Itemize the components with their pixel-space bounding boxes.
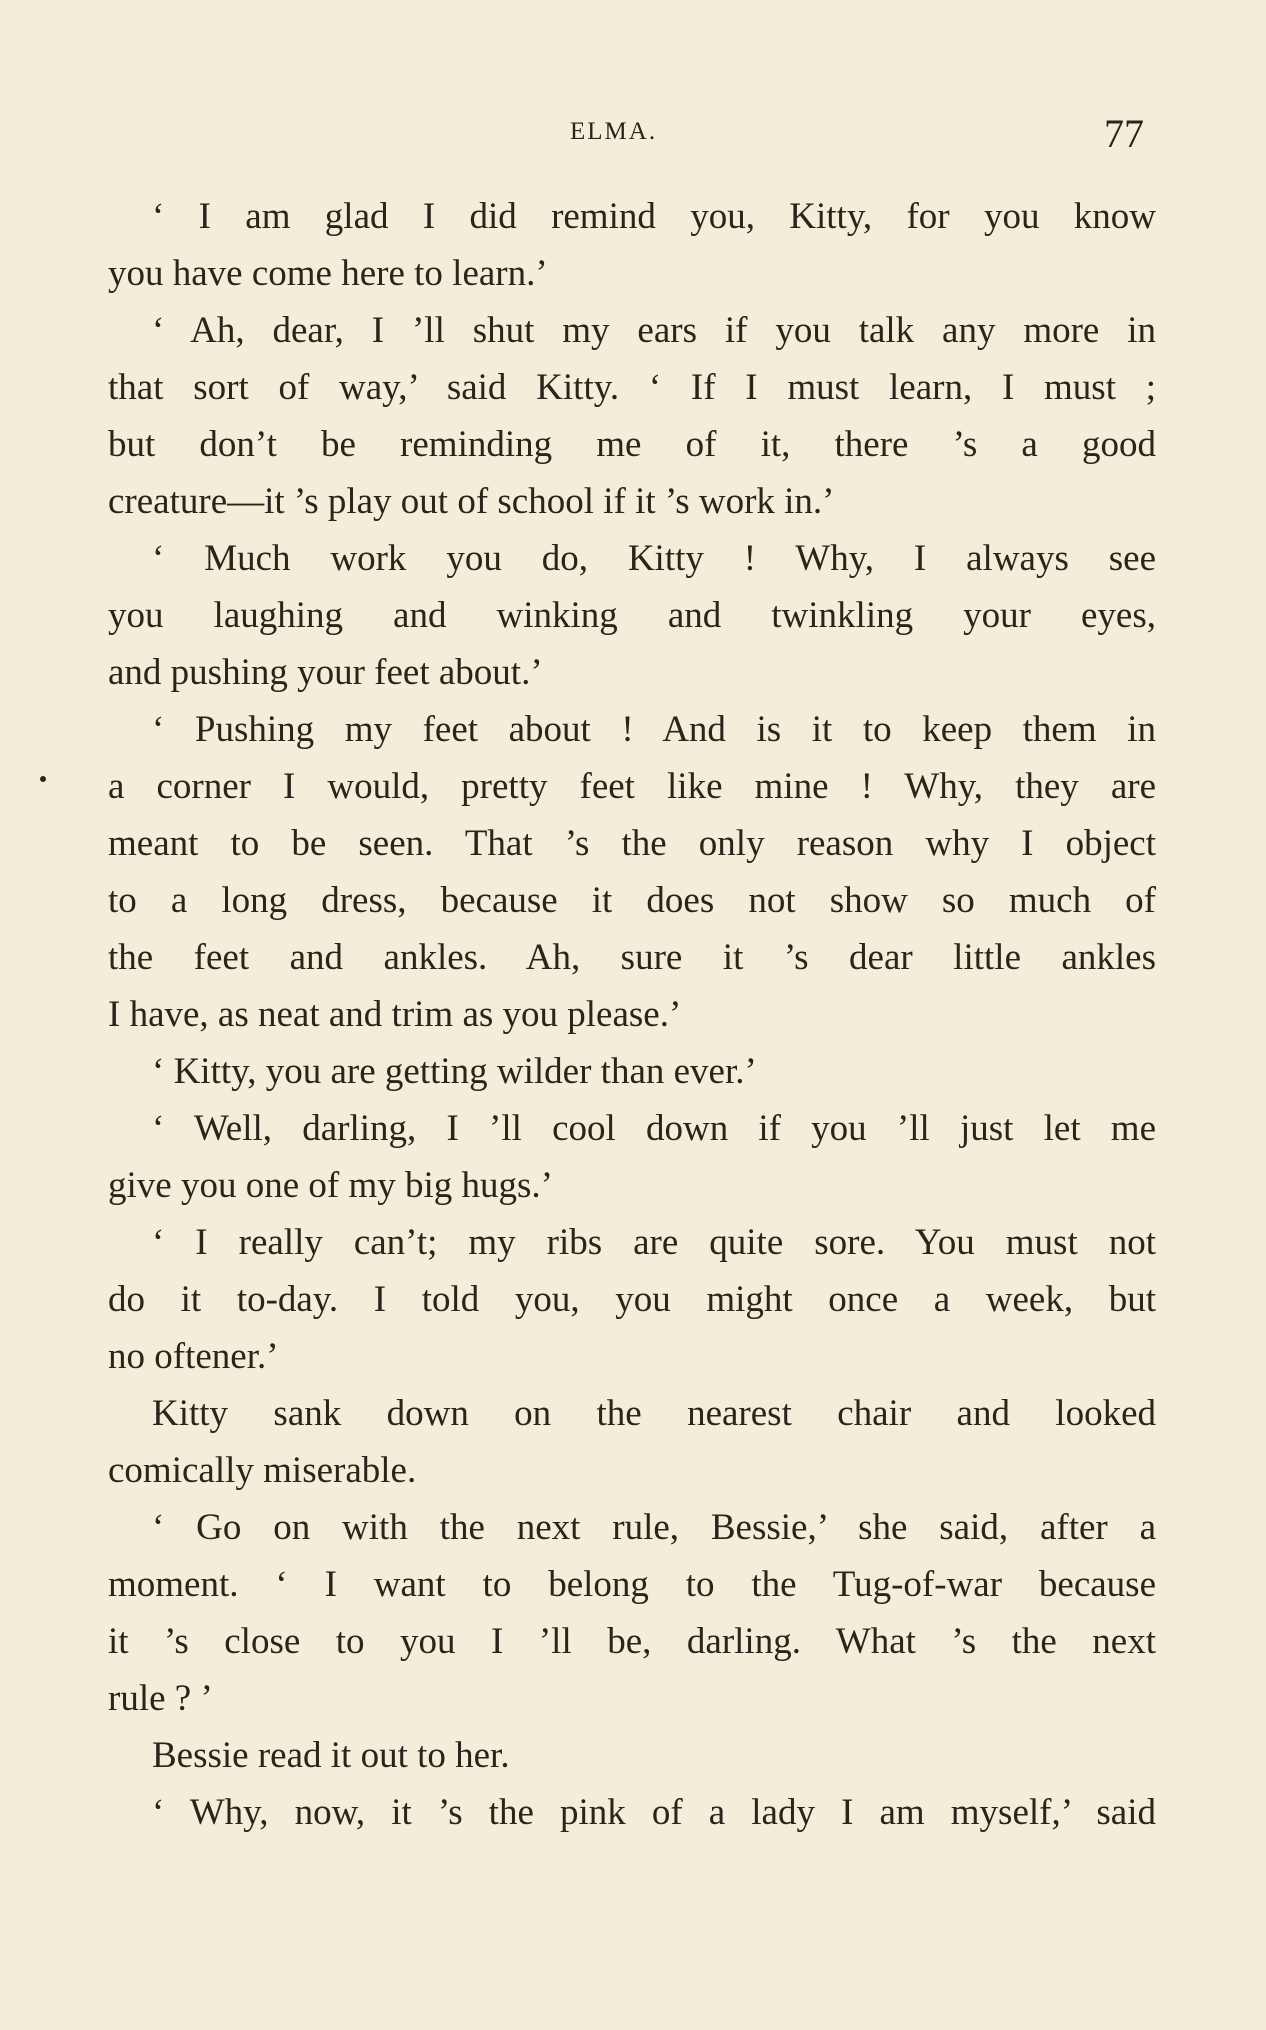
text-line: ‘ I am glad I did remind you, Kitty, for you know — [152, 196, 1156, 237]
text-line: give you one of my big hugs.’ — [108, 1165, 553, 1206]
text-line: ‘ I really can’t; my ribs are quite sore. You must not — [152, 1222, 1156, 1263]
text-line: ‘ Well, darling, I ’ll cool down if you ’ll just let me — [152, 1108, 1156, 1149]
text-line: meant to be seen. That ’s the only reason why I object — [108, 823, 1156, 864]
text-line: creature—it ’s play out of school if it ’s work in.’ — [108, 481, 835, 522]
body-text — [108, 188, 1156, 1841]
text-line: ‘ Kitty, you are getting wilder than ever.’ — [152, 1051, 757, 1092]
text-line: ‘ Pushing my feet about ! And is it to keep them in — [152, 709, 1156, 750]
text-line: ‘ Go on with the next rule, Bessie,’ she said, after a — [152, 1507, 1156, 1548]
text-line: but don’t be reminding me of it, there ’s a good — [108, 424, 1156, 465]
text-line: you laughing and winking and twinkling your eyes, — [108, 595, 1156, 636]
text-line: to a long dress, because it does not show so much of — [108, 880, 1156, 921]
text-line: no oftener.’ — [108, 1336, 279, 1377]
text-line: ‘ Ah, dear, I ’ll shut my ears if you talk any more in — [152, 310, 1156, 351]
text-line: comically miserable. — [108, 1450, 417, 1491]
text-line: rule ? ’ — [108, 1678, 213, 1719]
text-line: do it to-day. I told you, you might once a week, but — [108, 1279, 1156, 1320]
text-line: that sort of way,’ said Kitty. ‘ If I must learn, I must ; — [108, 367, 1156, 408]
text-line: you have come here to learn.’ — [108, 253, 548, 294]
text-line: Bessie read it out to her. — [152, 1735, 510, 1776]
text-line: Kitty sank down on the nearest chair and looked — [152, 1393, 1156, 1434]
running-head — [0, 110, 1266, 160]
text-line: ‘ Much work you do, Kitty ! Why, I always see — [152, 538, 1156, 579]
text-line: a corner I would, pretty feet like mine ! Why, they are — [108, 766, 1156, 807]
running-title: ELMA. — [570, 118, 658, 145]
text-line: moment. ‘ I want to belong to the Tug-of-war because — [108, 1564, 1156, 1605]
text-line: it ’s close to you I ’ll be, darling. What ’s the next — [108, 1621, 1156, 1662]
text-line: ‘ Why, now, it ’s the pink of a lady I am myself,’ said — [152, 1792, 1156, 1833]
margin-dot-mark — [40, 776, 46, 782]
text-line: the feet and ankles. Ah, sure it ’s dear little ankles — [108, 937, 1156, 978]
text-line: I have, as neat and trim as you please.’ — [108, 994, 682, 1035]
page-number: 77 — [1104, 111, 1144, 156]
text-line: and pushing your feet about.’ — [108, 652, 543, 693]
